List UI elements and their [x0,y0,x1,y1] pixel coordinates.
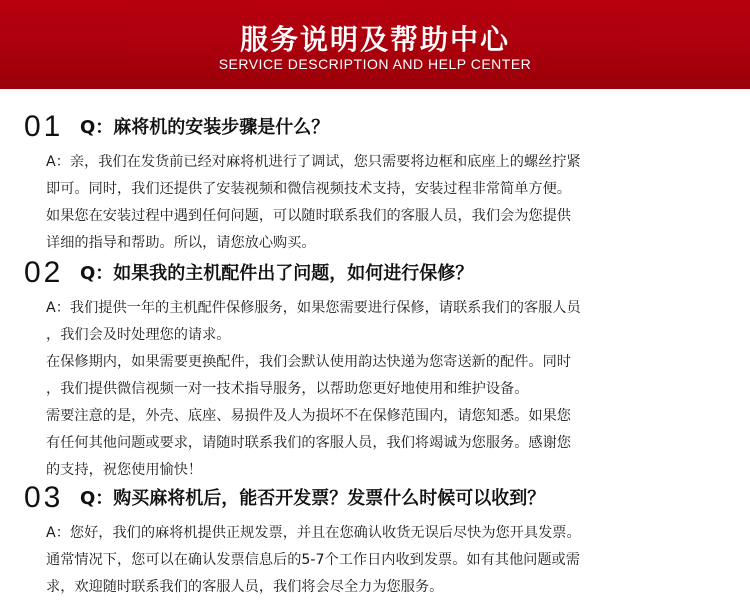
faq-question-row [24,109,734,145]
answer-line: ，我们提供微信视频一对一技术指导服务，以帮助您更好地使用和维护设备。 [46,381,529,397]
faq-question: Q：如果我的主机配件出了问题，如何进行保修？ [80,263,474,284]
answer-line: 的支持，祝您使用愉快！ [46,462,203,478]
page-subtitle: SERVICE DESCRIPTION AND HELP CENTER [218,56,532,72]
answer-line: 在保修期内，如果需要更换配件，我们会默认使用韵达快递为您寄送新的配件。同时 [46,354,571,370]
answer-line: A：我们提供一年的主机配件保修服务，如果您需要进行保修，请联系我们的客服人员 [46,300,581,316]
faq-question: Q：购买麻将机后，能否开发票？发票什么时候可以收到？ [80,488,546,509]
answer-line: 求，欢迎随时联系我们的客服人员，我们将会尽全力为您服务。 [46,579,444,595]
faq-question-row [24,255,734,291]
faq-number: 03 [24,481,64,514]
page-header [0,0,750,89]
answer-line: ，我们会及时处理您的请求。 [46,327,231,343]
faq-answer [46,520,734,601]
answer-line: 如果您在安装过程中遇到任何问题，可以随时联系我们的客服人员，我们会为您提供 [46,208,571,224]
answer-line: 需要注意的是，外壳、底座、易损件及人为损坏不在保修范围内，请您知悉。如果您 [46,408,571,424]
answer-line: A：您好，我们的麻将机提供正规发票，并且在您确认收货无误后尽快为您开具发票。 [46,525,581,541]
faq-question: Q：麻将机的安装步骤是什么？ [80,117,330,138]
answer-line: 详细的指导和帮助。所以，请您放心购买。 [46,235,316,251]
faq-item-3 [24,480,734,601]
faq-number: 01 [24,110,64,143]
faq-item-2 [24,255,734,484]
answer-line: 通常情况下，您可以在确认发票信息后的5-7个工作日内收到发票。如有其他问题或需 [46,552,580,568]
faq-number: 02 [24,256,64,289]
faq-answer [46,295,734,484]
page-title: 服务说明及帮助中心 [239,23,510,56]
answer-line: 即可。同时，我们还提供了安装视频和微信视频技术支持，安装过程非常简单方便。 [46,181,571,197]
faq-question-row [24,480,734,516]
answer-line: 有任何其他问题或要求，请随时联系我们的客服人员，我们将竭诚为您服务。感谢您 [46,435,571,451]
faq-answer [46,149,734,257]
answer-line: A：亲，我们在发货前已经对麻将机进行了调试，您只需要将边框和底座上的螺丝拧紧 [46,154,581,170]
faq-item-1 [24,109,734,257]
